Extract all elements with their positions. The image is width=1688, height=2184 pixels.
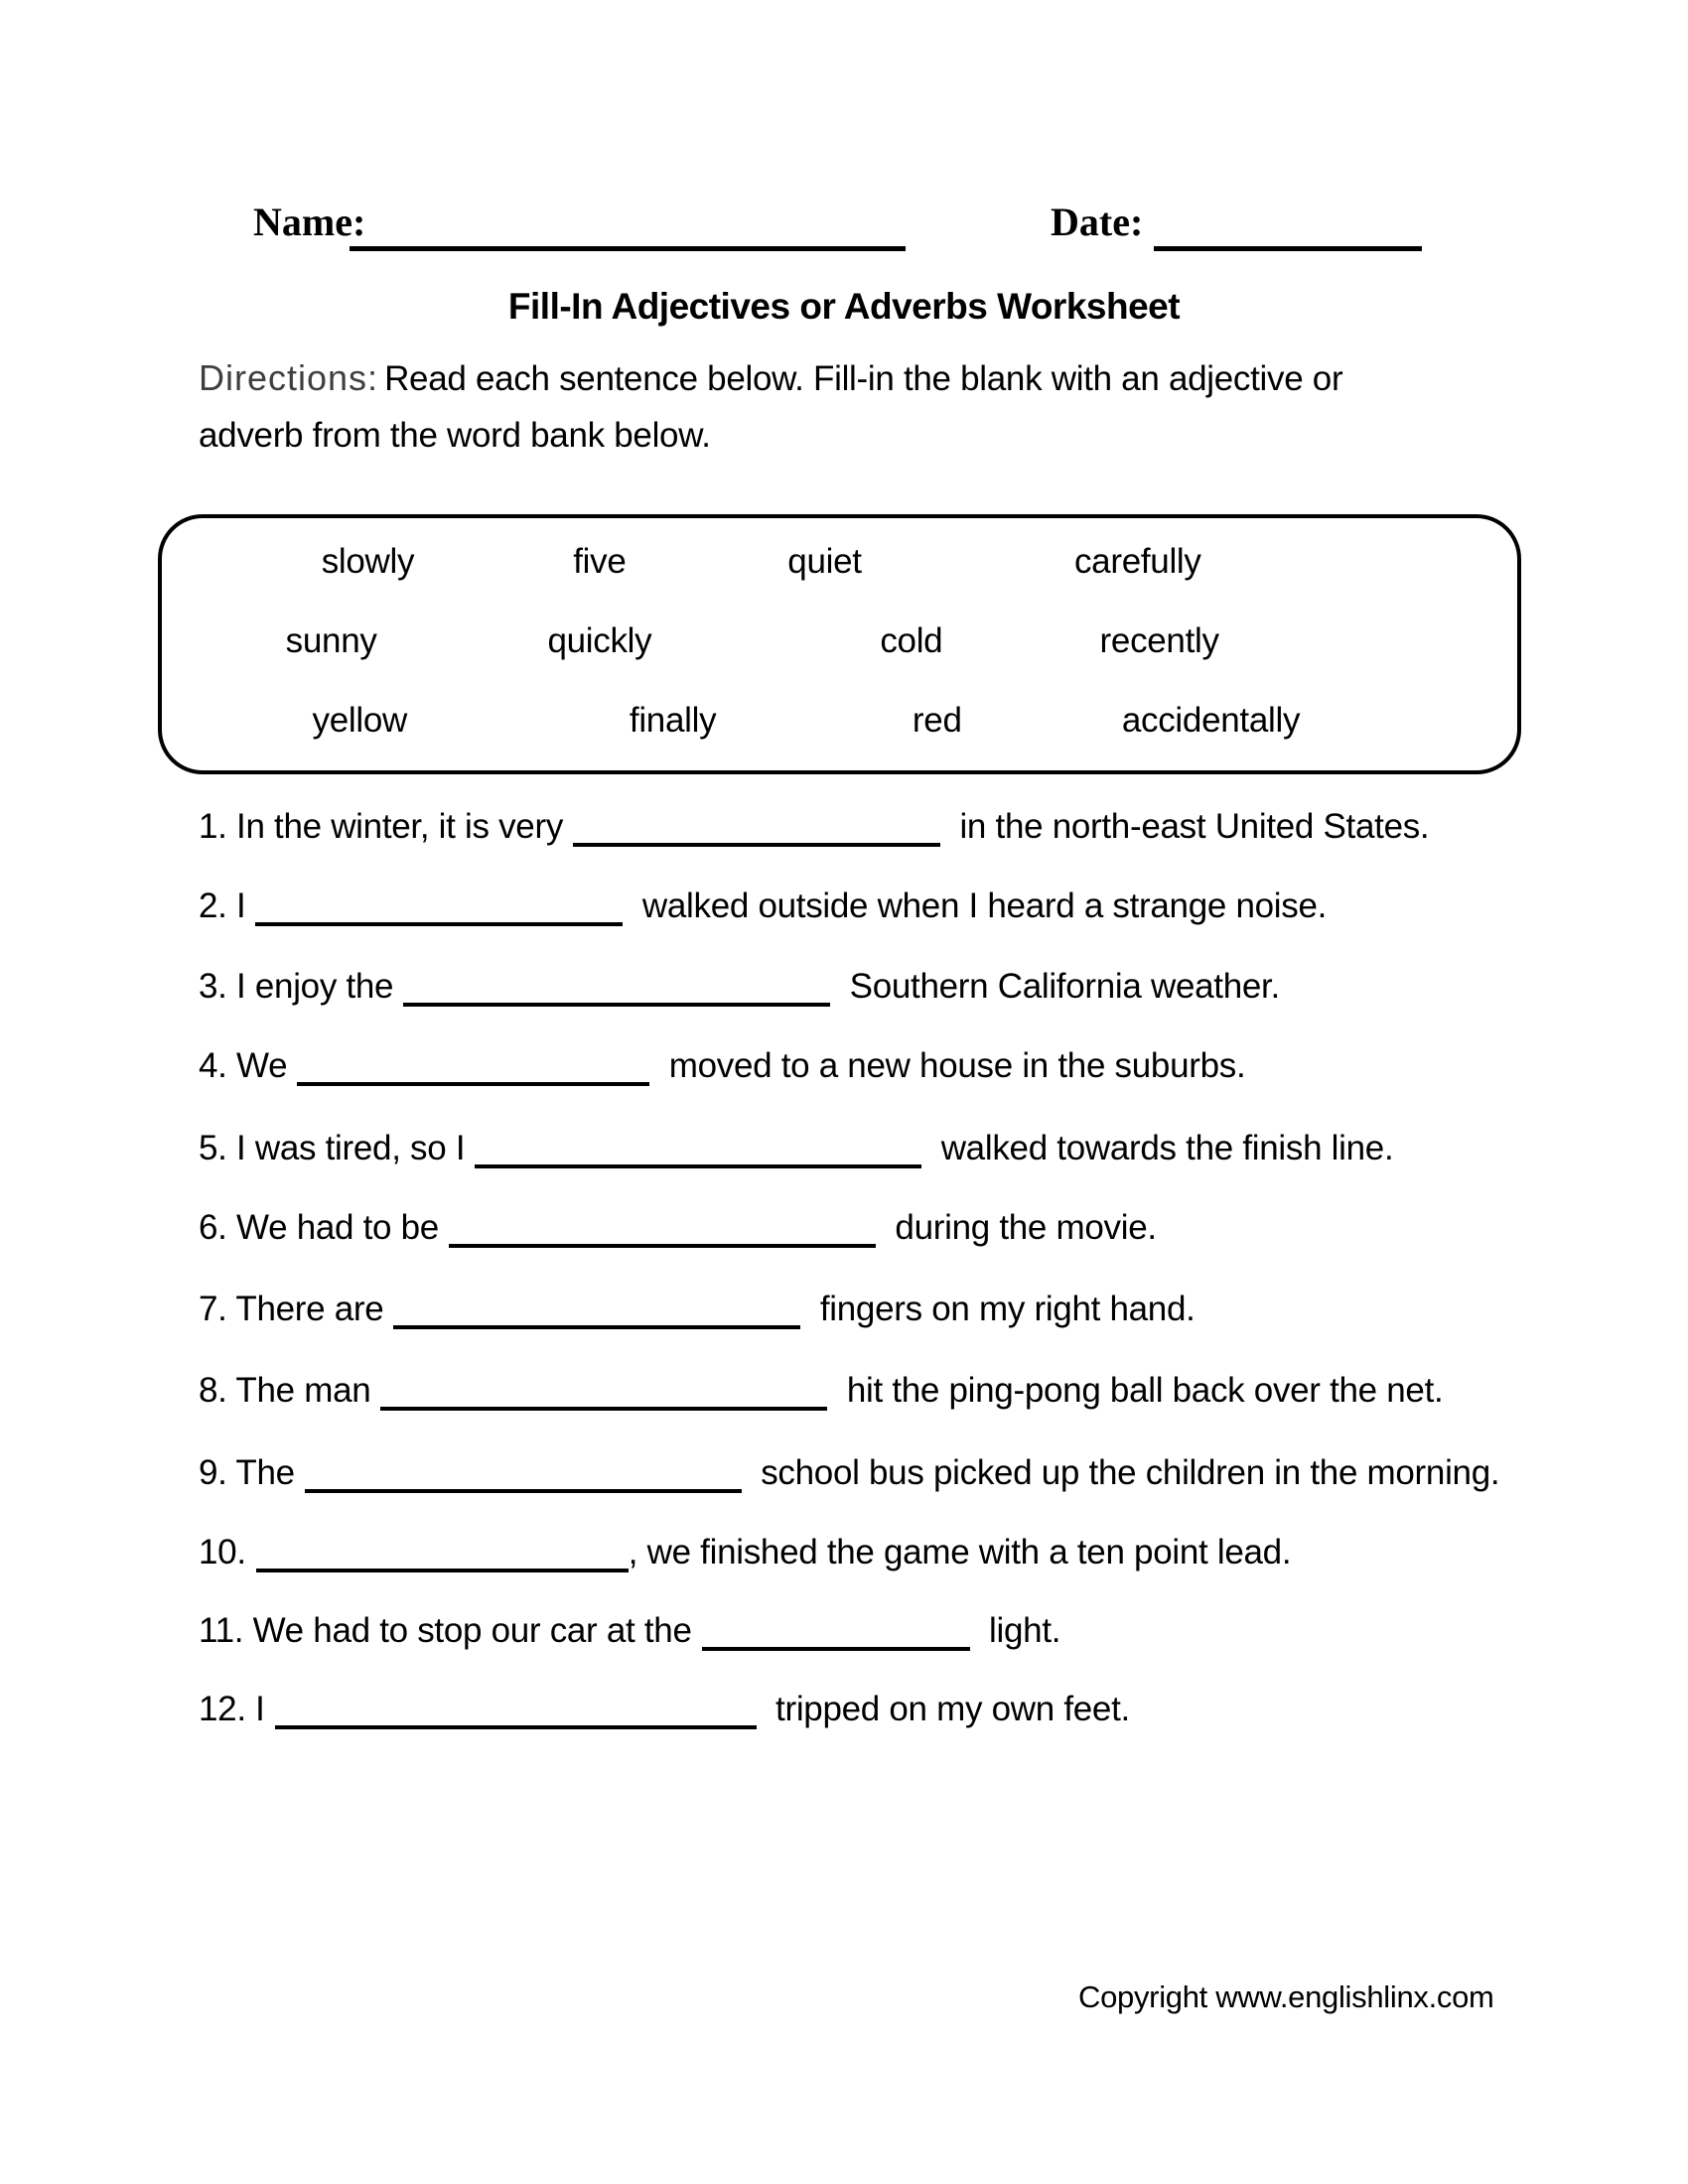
fill-in-blank bbox=[475, 1130, 921, 1168]
fill-in-blank bbox=[702, 1612, 970, 1651]
sentence-row bbox=[199, 807, 1609, 847]
sentence-text-after: school bus picked up the children in the morning. bbox=[751, 1453, 1500, 1492]
sentence-row bbox=[199, 1453, 1609, 1493]
sentence-text-after: moved to a new house in the suburbs. bbox=[659, 1046, 1246, 1085]
sentence-text-after: in the north-east United States. bbox=[950, 807, 1430, 846]
date-blank-line bbox=[1154, 201, 1422, 251]
sentence-text-before: 6. We had to be bbox=[199, 1208, 439, 1247]
sentence-text-after: fingers on my right hand. bbox=[810, 1290, 1196, 1328]
fill-in-blank bbox=[256, 1534, 629, 1572]
word-bank-word: carefully bbox=[1073, 542, 1201, 581]
sentence-text-before: 12. I bbox=[199, 1690, 265, 1728]
word-bank-word: quiet bbox=[787, 542, 862, 581]
sentence-text-before: 8. The man bbox=[199, 1371, 371, 1410]
fill-in-blank bbox=[403, 968, 830, 1007]
date-label: Date: bbox=[1051, 200, 1144, 244]
sentence-row bbox=[199, 1046, 1609, 1086]
word-bank-word: accidentally bbox=[1121, 701, 1301, 740]
word-bank-word: finally bbox=[629, 701, 717, 740]
sentence-text-before: 7. There are bbox=[199, 1290, 384, 1328]
name-blank-line bbox=[350, 201, 906, 251]
sentence-row bbox=[199, 1129, 1609, 1168]
sentence-text-after: hit the ping-pong ball back over the net. bbox=[837, 1371, 1444, 1410]
sentence-row bbox=[199, 967, 1609, 1007]
fill-in-blank bbox=[449, 1209, 876, 1248]
sentence-row bbox=[199, 1690, 1609, 1729]
word-bank-word: yellow bbox=[312, 701, 408, 740]
fill-in-blank bbox=[297, 1047, 649, 1086]
copyright-text: Copyright www.englishlinx.com bbox=[1078, 1979, 1494, 2014]
sentence-text-before: 10. bbox=[199, 1533, 246, 1571]
fill-in-blank bbox=[380, 1372, 827, 1411]
name-label: Name: bbox=[253, 200, 366, 244]
word-bank-word: sunny bbox=[285, 621, 377, 660]
fill-in-blank bbox=[573, 808, 940, 847]
fill-in-blank bbox=[275, 1691, 757, 1729]
directions-paragraph bbox=[199, 349, 1440, 464]
word-bank-word: quickly bbox=[547, 621, 652, 660]
sentence-text-after: light. bbox=[979, 1611, 1061, 1650]
sentence-text-before: 1. In the winter, it is very bbox=[199, 807, 564, 846]
fill-in-blank bbox=[305, 1454, 742, 1493]
directions-label: Directions: bbox=[199, 357, 379, 398]
sentence-text-before: 11. We had to stop our car at the bbox=[199, 1611, 692, 1650]
word-bank-word: five bbox=[573, 542, 627, 581]
sentence-text-before: 9. The bbox=[199, 1453, 295, 1492]
fill-in-blank bbox=[255, 887, 623, 926]
sentence-row bbox=[199, 1371, 1609, 1411]
sentence-text-before: 3. I enjoy the bbox=[199, 967, 394, 1006]
word-bank-word: red bbox=[912, 701, 962, 740]
sentence-text-after: , we finished the game with a ten point lead. bbox=[628, 1533, 1292, 1571]
sentence-text-after: Southern California weather. bbox=[840, 967, 1280, 1006]
sentence-text-before: 4. We bbox=[199, 1046, 288, 1085]
sentence-row bbox=[199, 1208, 1609, 1248]
sentence-row bbox=[199, 1290, 1609, 1329]
sentence-text-after: walked outside when I heard a strange noise. bbox=[633, 887, 1328, 925]
fill-in-blank bbox=[393, 1291, 800, 1329]
sentence-text-before: 2. I bbox=[199, 887, 246, 925]
sentence-text-after: tripped on my own feet. bbox=[766, 1690, 1130, 1728]
sentence-text-after: during the movie. bbox=[885, 1208, 1157, 1247]
sentence-text-before: 5. I was tired, so I bbox=[199, 1129, 466, 1167]
sentence-row bbox=[199, 1611, 1609, 1651]
sentence-row bbox=[199, 887, 1609, 926]
sentence-text-after: walked towards the finish line. bbox=[931, 1129, 1394, 1167]
word-bank-word: slowly bbox=[321, 542, 415, 581]
word-bank-word: recently bbox=[1099, 621, 1219, 660]
page-title: Fill-In Adjectives or Adverbs Worksheet bbox=[507, 286, 1181, 327]
word-bank-word: cold bbox=[880, 621, 943, 660]
word-bank-box bbox=[158, 514, 1521, 774]
directions-text: Read each sentence below. Fill-in the blank with an adjective or adverb from the word bank below. bbox=[199, 359, 1343, 455]
sentence-row bbox=[199, 1533, 1609, 1572]
